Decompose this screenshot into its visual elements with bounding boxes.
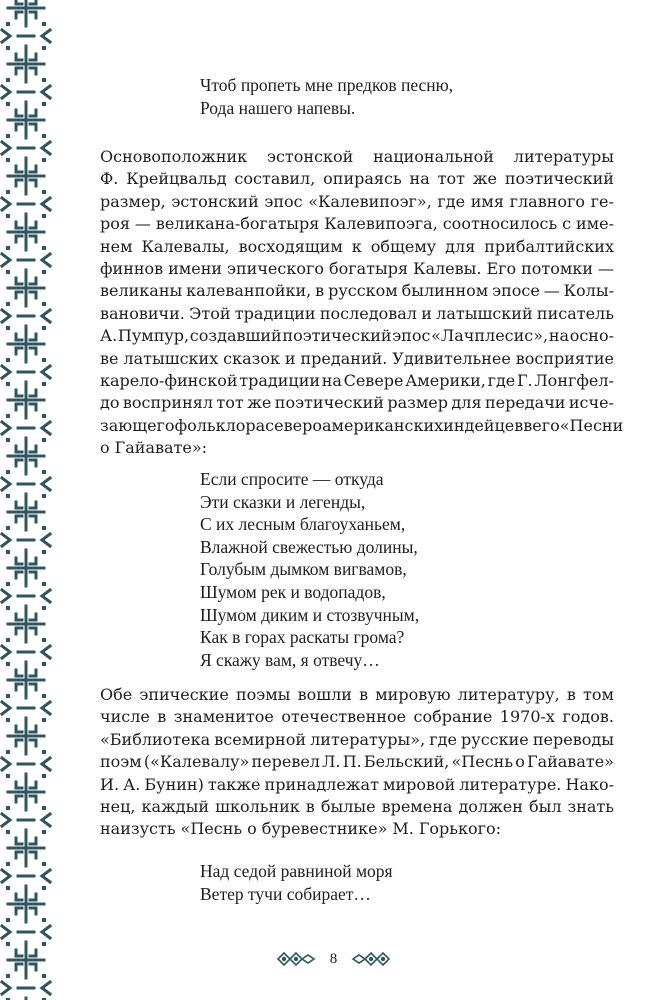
word: Лонгфел- — [534, 370, 614, 390]
word: в — [305, 796, 315, 816]
word: создавший — [189, 326, 282, 346]
word: в — [157, 707, 167, 727]
word: собрание — [413, 707, 493, 727]
text-line — [100, 415, 624, 438]
word: времена — [381, 796, 453, 816]
word: П. — [342, 752, 362, 772]
word: составил, — [234, 169, 316, 189]
verse-petrel — [200, 860, 393, 905]
text-line — [100, 752, 614, 774]
word: знать — [567, 796, 614, 816]
word: потомки — [521, 258, 594, 278]
word: имени — [168, 258, 223, 278]
word: школьник — [215, 796, 300, 816]
verse-line: Голубым дымком вигвамов, — [200, 559, 407, 580]
word: великаны — [100, 281, 183, 301]
word: где — [487, 370, 516, 390]
text-line — [100, 169, 614, 191]
word: отечественное — [281, 707, 407, 727]
word: вановичи. — [100, 303, 185, 323]
text-line — [100, 730, 614, 752]
word: роя — [100, 214, 130, 234]
word: прибалтийских — [484, 236, 614, 256]
word: Обе — [100, 685, 133, 704]
verse-line: Ветер тучи собирает… — [200, 883, 371, 904]
text-line — [100, 438, 614, 460]
word: («Калевалу» — [143, 752, 250, 772]
word: Удивительнее — [392, 348, 511, 368]
word: «Песнь — [451, 752, 514, 772]
word: М. — [392, 819, 414, 839]
verse-line: Влажной свежестью долины, — [200, 536, 418, 557]
ornament-pattern-icon — [0, 0, 55, 1000]
word: И. — [100, 774, 120, 794]
word: зающего — [100, 415, 175, 435]
text-line — [100, 393, 614, 415]
word: поэтический — [504, 169, 614, 189]
word: главного — [509, 191, 586, 211]
verse-line: Шумом рек и водопадов, — [200, 581, 386, 602]
word: латышский — [436, 303, 533, 323]
word: Калевалы, — [141, 236, 230, 256]
word: с — [562, 214, 572, 234]
word: каждый — [141, 796, 210, 816]
verse-opening — [200, 74, 453, 119]
word: Америки, — [405, 370, 486, 390]
word: Калевы. — [413, 258, 482, 278]
word: до — [100, 393, 120, 413]
word: име- — [576, 214, 614, 234]
verse-line: Шумом диким и стозвучным, — [200, 604, 420, 625]
word: Гайавате» — [526, 752, 614, 772]
word: размер, — [100, 191, 166, 211]
verse-line: Чтоб пропеть мне предков песню, — [200, 75, 454, 95]
word: числе — [100, 707, 150, 727]
word: также — [207, 774, 261, 794]
verse-line: Над седой равниной моря — [200, 861, 393, 881]
verse-hiawatha — [200, 468, 419, 671]
word: поэтический — [274, 393, 384, 413]
word: Его — [486, 258, 517, 278]
word: эпосе — [492, 281, 540, 301]
word: передачи — [484, 393, 566, 413]
word: осно- — [569, 326, 614, 346]
word: ге- — [590, 191, 614, 211]
word: фольклора — [174, 415, 266, 435]
word: в — [566, 685, 576, 704]
word: и — [421, 303, 432, 323]
word: где — [437, 191, 466, 211]
word: о — [100, 438, 110, 458]
word: на — [409, 169, 430, 189]
word: богатыря — [328, 258, 409, 278]
word: принадлежат — [264, 774, 379, 794]
word: великана-богатыря — [155, 214, 320, 234]
word: на — [548, 326, 570, 346]
word: знаменитое — [173, 707, 274, 727]
word: же — [247, 393, 272, 413]
word: в — [523, 415, 533, 435]
text-line — [100, 259, 614, 281]
word: всемирной — [214, 729, 307, 749]
word: былинном — [401, 281, 489, 301]
word: «Песнь — [180, 819, 243, 839]
word: и — [284, 348, 296, 368]
word: «Лачплесис», — [431, 326, 549, 346]
word: индейцев — [443, 415, 524, 435]
word: литературу, — [457, 685, 560, 704]
word: русском — [328, 281, 398, 301]
text-line — [100, 819, 614, 841]
word: А. — [100, 326, 118, 346]
word: калеванпойки, — [186, 281, 312, 301]
verse-line: Рода нашего напевы. — [200, 97, 356, 118]
word: «Песни — [559, 415, 624, 435]
word: А. — [123, 774, 141, 794]
word: восприятие — [515, 348, 614, 368]
word: традиции — [239, 370, 321, 390]
word: Г. — [516, 370, 533, 390]
word: 1970-х — [499, 707, 555, 727]
word: размер — [387, 393, 448, 413]
word: общему — [370, 236, 437, 256]
word: имя — [470, 191, 504, 211]
ornamental-border — [0, 0, 55, 1000]
word: ве — [100, 348, 119, 368]
paragraph-world-literature — [100, 685, 614, 842]
page-number: 8 — [329, 950, 338, 967]
word: Ф. — [100, 169, 119, 189]
word: Крейцвальд — [126, 169, 227, 189]
word: был — [528, 796, 562, 816]
word: для — [451, 393, 482, 413]
verse-line: Я скажу вам, я отвечу… — [200, 649, 380, 670]
word: нем — [100, 236, 133, 256]
word: мировой — [383, 774, 456, 794]
word: на — [321, 370, 342, 390]
text-line — [100, 685, 614, 707]
word: латышских — [123, 348, 219, 368]
text-line — [100, 326, 614, 348]
word: где — [429, 729, 457, 749]
verse-line: С их лесным благоуханьем, — [200, 514, 406, 535]
word: восходящим — [238, 236, 343, 256]
word: о — [247, 819, 257, 839]
word: сказок — [223, 348, 280, 368]
word: Пумпур, — [117, 326, 190, 346]
word: — — [543, 281, 560, 301]
word: Колы- — [563, 281, 614, 301]
word: поэм — [100, 752, 142, 772]
word: буревестнике» — [261, 819, 388, 839]
word: «Библиотека — [100, 729, 211, 749]
word: годов. — [562, 707, 614, 727]
word: эпос — [264, 191, 303, 211]
word: Гайавате»: — [114, 438, 208, 458]
word: Нако- — [565, 774, 614, 794]
word: переводы — [532, 729, 614, 749]
word: национальной — [373, 147, 494, 166]
word: Бунин) — [144, 774, 204, 794]
verse-line: Эти сказки и легенды, — [200, 491, 366, 512]
text-line — [100, 349, 614, 371]
text-line — [100, 707, 614, 729]
word: том — [583, 685, 614, 704]
word: преданий. — [300, 348, 388, 368]
word: же — [472, 169, 497, 189]
word: эстонский — [171, 191, 259, 211]
text-line — [100, 775, 614, 797]
word: финнов — [100, 258, 164, 278]
footer-ornament-right-icon — [351, 950, 391, 968]
word: к — [351, 236, 362, 256]
word: его — [532, 415, 560, 435]
text-line — [100, 371, 614, 393]
word: должен — [458, 796, 523, 816]
text-line — [100, 797, 614, 819]
word: соотносилось — [442, 214, 558, 234]
word: перевел — [251, 752, 320, 772]
verse-line: Если спросите — откуда — [200, 469, 384, 489]
text-line — [100, 147, 614, 169]
text-line — [100, 281, 614, 303]
word: последовал — [319, 303, 417, 323]
word: о — [515, 752, 525, 772]
word: в — [315, 281, 325, 301]
word: литературы», — [310, 729, 426, 749]
word: Л. — [322, 752, 341, 772]
word: Севере — [343, 370, 404, 390]
word: опираясь — [323, 169, 402, 189]
text-line — [100, 192, 614, 214]
word: — — [134, 214, 151, 234]
word: — — [598, 258, 614, 278]
page-footer — [0, 944, 667, 974]
text-line — [100, 304, 614, 326]
word: писатель — [536, 303, 614, 323]
word: наизусть — [100, 819, 176, 839]
word: традиции — [234, 303, 316, 323]
word: Этой — [189, 303, 231, 323]
word: Горького: — [418, 819, 502, 839]
word: североамериканских — [265, 415, 444, 435]
paragraph-kreutzwald — [100, 147, 624, 460]
word: русские — [461, 729, 529, 749]
word: эстонской — [266, 147, 354, 166]
word: исче- — [568, 393, 614, 413]
word: былые — [320, 796, 376, 816]
word: поэтический — [282, 326, 392, 346]
text-line — [100, 214, 614, 236]
word: Основоположник — [100, 147, 248, 166]
footer-ornament-left-icon — [276, 950, 316, 968]
word: эпические — [139, 685, 229, 704]
word: вошли — [297, 685, 352, 704]
word: нец, — [100, 796, 136, 816]
word: в — [359, 685, 369, 704]
word: воспринял — [122, 393, 213, 413]
verse-line: Как в горах раскаты грома? — [200, 627, 405, 648]
word: мировую — [375, 685, 451, 704]
word: «Калевипоэг», — [308, 191, 432, 211]
word: тот — [437, 169, 465, 189]
word: для — [445, 236, 476, 256]
word: Калевипоэга, — [324, 214, 438, 234]
word: литературе. — [459, 774, 562, 794]
word: Бельский, — [363, 752, 450, 772]
text-line — [100, 237, 614, 259]
word: поэмы — [235, 685, 291, 704]
word: литературы — [513, 147, 614, 166]
word: тот — [216, 393, 244, 413]
word: эпос — [392, 326, 431, 346]
word: эпического — [227, 258, 324, 278]
word: карело-финской — [100, 370, 238, 390]
